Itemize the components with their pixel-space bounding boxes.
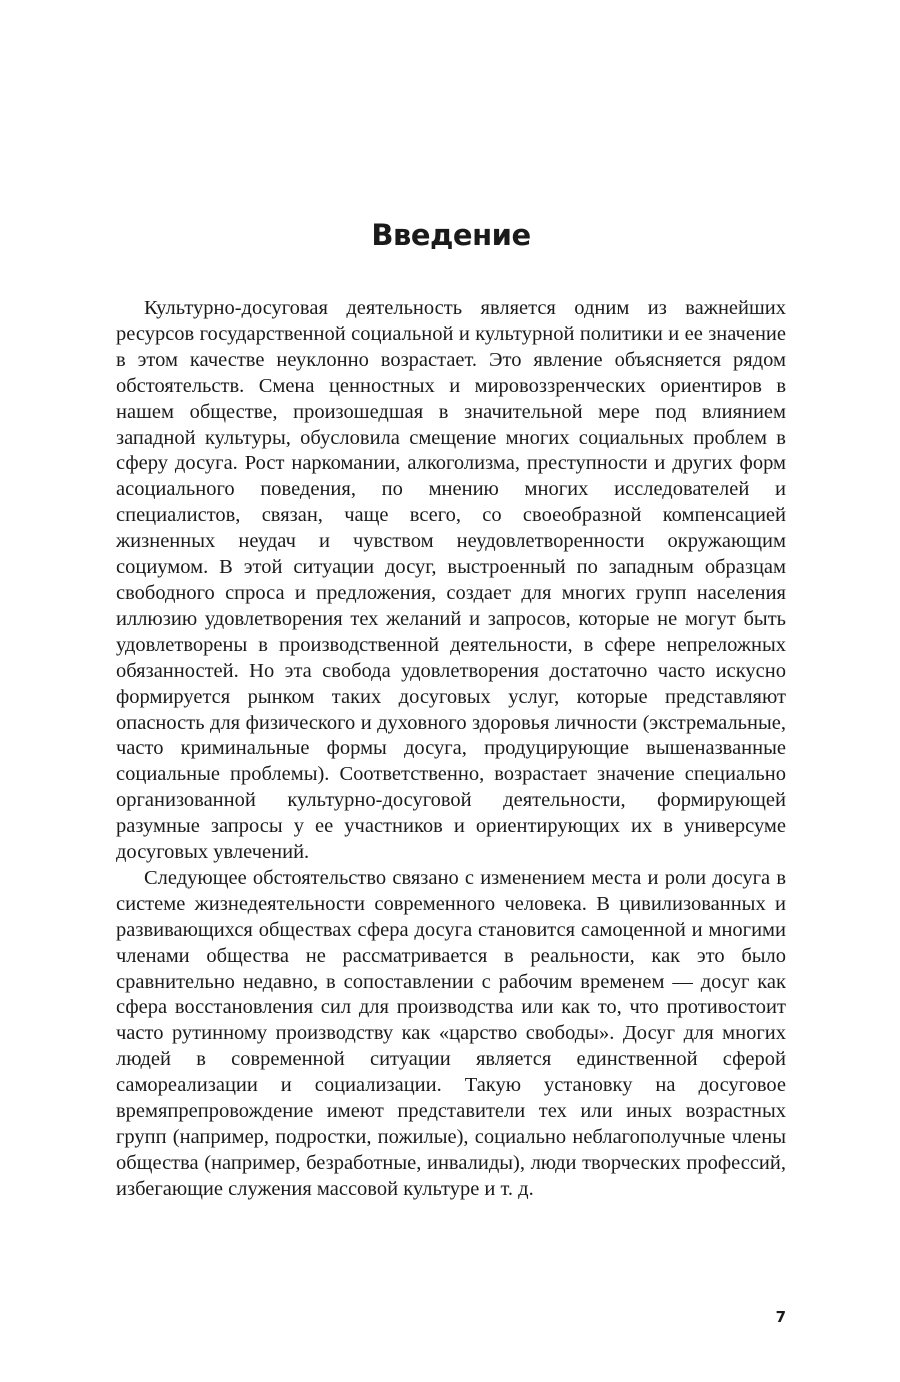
book-page <box>116 0 786 1382</box>
chapter-body <box>116 296 786 1203</box>
paragraph: Культурно-досуговая деятельность является одним из важнейших ресурсов государственной социальной и культурной политики и ее значение в этом качестве неуклонно возрастает. Это явление объясняется рядом обстоятельств. Смена ценностных и мировоззренческих ориентиров в нашем обществе, произошедшая в значительной мере под влиянием западной культуры, обусловила смещение многих социальных проблем в сферу досуга. Рост наркомании, алкоголизма, преступности и других форм асоциального поведения, по мнению многих исследователей и специалистов, связан, чаще всего, со своеобразной компенсацией жизненных неудач и чувством неудовлетворенности окружающим социумом. В этой ситуации досуг, выстроенный по западным образцам свободного спроса и предложения, создает для многих групп населения иллюзию удовлетворения тех желаний и запросов, которые не могут быть удовлетворены в производственной деятельности, в сфере непреложных обязанностей. Но эта свобода удовлетворения достаточно часто искусно формируется рынком таких досуговых услуг, которые представляют опасность для физического и духовного здоровья личности (экстремальные, часто криминальные формы досуга, продуцирующие вышеназванные социальные проблемы). Соответственно, возрастает значение специально организованной культурно-досуговой деятельности, формирующей разумные запросы у ее участников и ориентирующих их в универсуме досуговых увлечений. <box>116 297 786 864</box>
paragraph: Следующее обстоятельство связано с изменением места и роли досуга в системе жизнедеятельности современного человека. В цивилизованных и развивающихся обществах сфера досуга становится самоценной и многими членами общества не рассматривается в реальности, как это было сравнительно недавно, в сопоставлении с рабочим временем — досуг как сфера восстановления сил для производства или как то, что противостоит часто рутинному производству как «царство свободы». Досуг для многих людей в современной ситуации является единственной сферой самореализации и социализации. Такую установку на досуговое времяпрепровождение имеют представители тех или иных возрастных групп (например, подростки, пожилые), социально неблагополучные члены общества (например, безработные, инвалиды), люди творческих профессий, избегающие служения массовой культуре и т. д. <box>116 866 786 1200</box>
page-number: 7 <box>775 1308 786 1326</box>
chapter-title: Введение <box>371 218 531 252</box>
